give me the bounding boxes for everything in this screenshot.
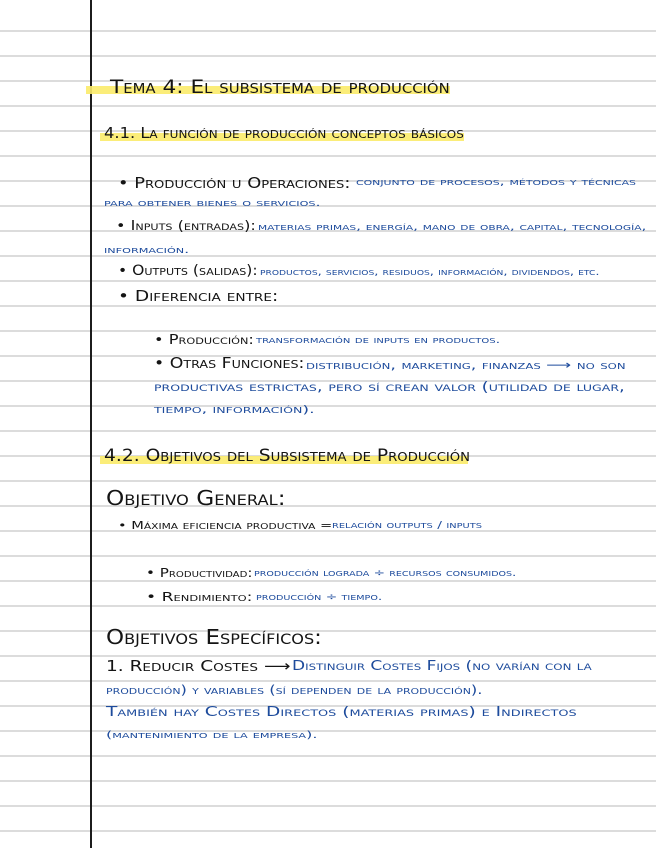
reduce-costs-definition-line4: (mantenimiento de la empresa). — [106, 730, 318, 741]
diff-production-definition: transformación de inputs en productos. — [256, 335, 501, 346]
productivity-definition: producción lograda ÷ recursos consumidos. — [254, 568, 517, 579]
margin-line — [90, 0, 92, 848]
diff-other-definition-line2: productivas estrictas, pero sí crean valor (utilidad de lugar, — [154, 380, 625, 395]
reduce-costs-definition-line2: producción) y variables (sí dependen de la producción). — [106, 683, 483, 697]
diff-other-term: • Otras Funciones: — [154, 354, 305, 372]
diff-production-term: • Producción: — [154, 333, 254, 348]
diff-other-definition-line1: distribución, marketing, finanzas ⟶ no son — [306, 358, 626, 372]
section-heading-4-2: 4.2. Objetivos del Subsistema de Producción — [104, 446, 471, 466]
inputs-definition-line2: información. — [104, 245, 190, 256]
inputs-term: • Inputs (entradas): — [116, 219, 256, 234]
page-title: Tema 4: El subsistema de producción — [110, 76, 450, 98]
general-objective-heading: Objetivo General: — [106, 486, 286, 510]
specific-objectives-heading: Objetivos Específicos: — [106, 625, 322, 649]
productivity-term: • Productividad: — [146, 566, 253, 580]
reduce-costs-definition-line1: Distinguir Costes Fijos (no varían con la — [292, 659, 592, 674]
difference-term: • Diferencia entre: — [118, 287, 279, 305]
production-term: • Producción u Operaciones: — [118, 174, 351, 192]
outputs-term: • Outputs (salidas): — [118, 263, 258, 279]
max-efficiency-term: • Máxima eficiencia productiva = — [118, 519, 333, 532]
diff-other-definition-line3: tiempo, información). — [154, 403, 315, 416]
performance-definition: producción ÷ tiempo. — [256, 592, 383, 603]
max-efficiency-definition: relación outputs / inputs — [332, 520, 482, 531]
reduce-costs-definition-line3: También hay Costes Directos (materias primas) e Indirectos — [106, 705, 577, 720]
reduce-costs-term: 1. Reducir Costes ⟶ — [106, 657, 291, 675]
outputs-definition: productos, servicios, residuos, información, dividendos, etc. — [260, 267, 600, 278]
section-heading-4-1: 4.1. La función de producción conceptos básicos — [104, 124, 464, 142]
inputs-definition-line1: materias primas, energía, mano de obra, capital, tecnología, — [258, 222, 647, 233]
performance-term: • Rendimiento: — [146, 590, 253, 604]
production-definition-line1: conjunto de procesos, métodos y técnicas — [356, 177, 636, 188]
production-definition-line2: para obtener bienes o servicios. — [104, 198, 321, 209]
